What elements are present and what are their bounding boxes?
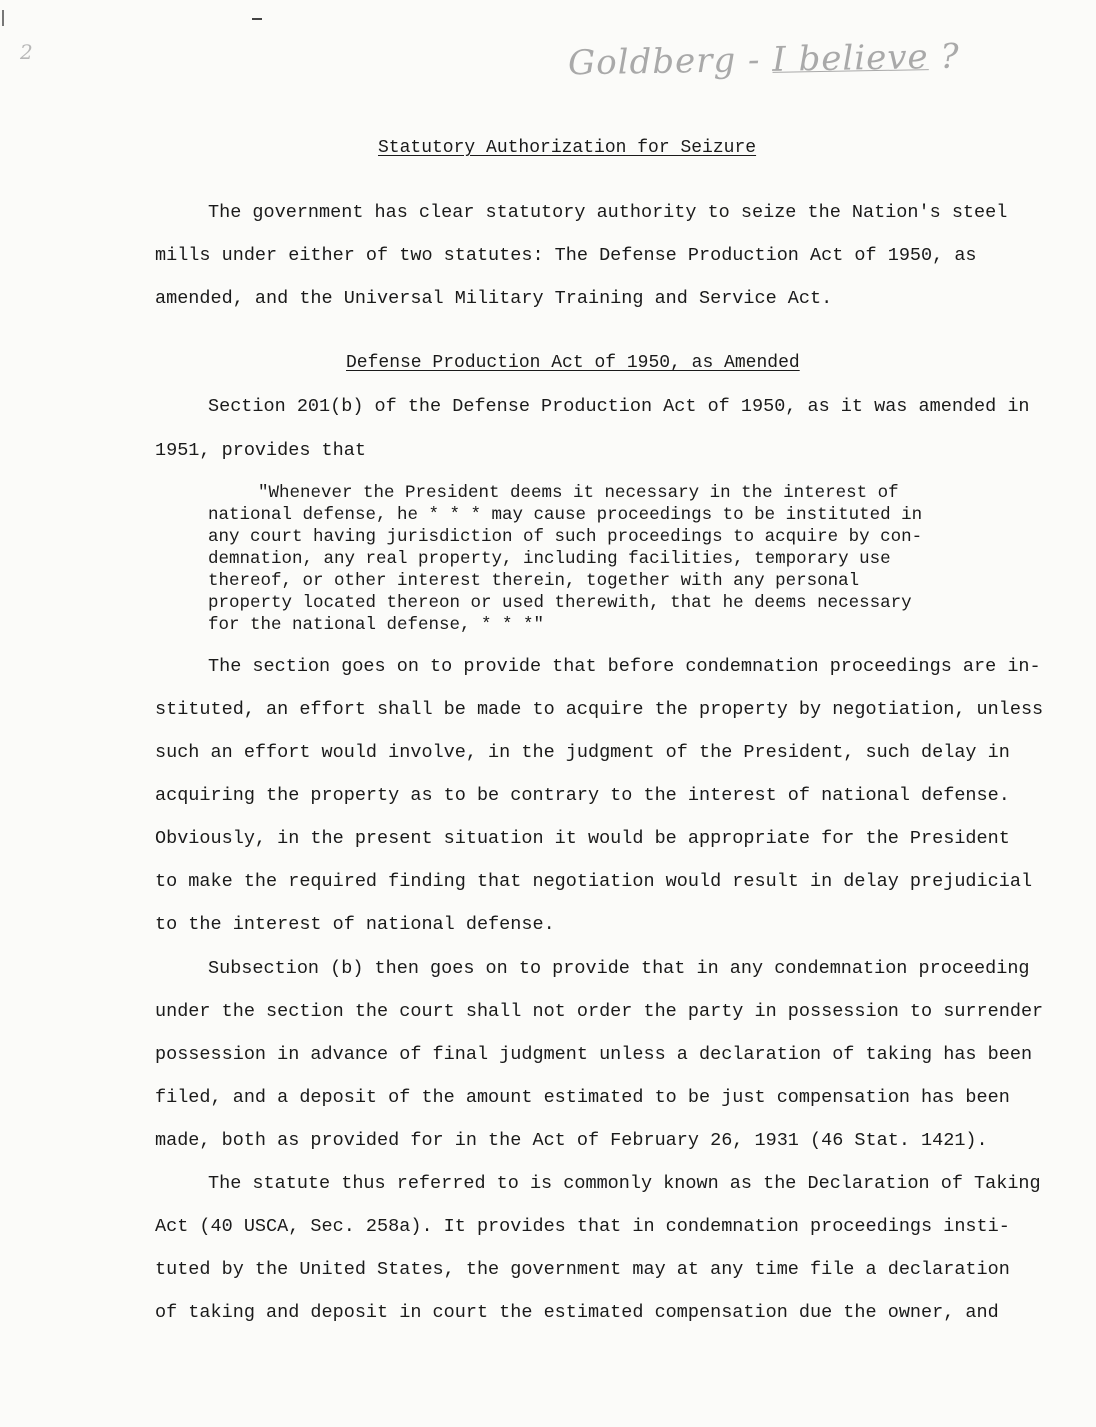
para3-line-3: possession in advance of final judgment unless a declaration of taking has been <box>155 1044 1033 1065</box>
para2-line-4: acquiring the property as to be contrary to the interest of national defense. <box>155 785 1010 806</box>
para2-line-2: stituted, an effort shall be made to acquire the property by negotiation, unless <box>155 699 1044 720</box>
quote-line-7: for the national defense, * * *" <box>208 615 545 635</box>
handwritten-annotation <box>568 37 960 84</box>
intro-line-3: amended, and the Universal Military Training and Service Act. <box>155 288 833 309</box>
para3-line-4: filed, and a deposit of the amount estimated to be just compensation has been <box>155 1087 1010 1108</box>
quote-line-3: any court having jurisdiction of such proceedings to acquire by con- <box>208 527 923 547</box>
quote-line-5: thereof, or other interest therein, together with any personal <box>208 571 860 591</box>
corner-pencil-mark: 2 <box>20 40 33 64</box>
intro-line-1: The government has clear statutory authority to seize the Nation's steel <box>208 202 1008 223</box>
section-heading: Defense Production Act of 1950, as Amended <box>346 353 800 373</box>
handwritten-underlined: I believe <box>771 37 929 80</box>
document-title: Statutory Authorization for Seizure <box>378 138 757 158</box>
para4-line-1: The statute thus referred to is commonly known as the Declaration of Taking <box>208 1173 1041 1194</box>
top-dash-mark <box>252 18 262 20</box>
para4-line-4: of taking and deposit in court the estimated compensation due the owner, and <box>155 1302 999 1323</box>
intro-line-2: mills under either of two statutes: The Defense Production Act of 1950, as <box>155 245 977 266</box>
quote-line-1: "Whenever the President deems it necessary in the interest of <box>258 483 899 503</box>
para2-line-3: such an effort would involve, in the judgment of the President, such delay in <box>155 742 1010 763</box>
para3-line-5: made, both as provided for in the Act of February 26, 1931 (46 Stat. 1421). <box>155 1130 988 1151</box>
handwritten-end: ? <box>928 36 960 78</box>
para3-line-1: Subsection (b) then goes on to provide that in any condemnation proceeding <box>208 958 1030 979</box>
page-edge-mark <box>2 10 4 26</box>
para3-line-2: under the section the court shall not order the party in possession to surrender <box>155 1001 1044 1022</box>
handwritten-name: Goldberg - <box>567 39 773 84</box>
para4-line-2: Act (40 USCA, Sec. 258a). It provides that in condemnation proceedings insti- <box>155 1216 1010 1237</box>
para2-line-5: Obviously, in the present situation it would be appropriate for the President <box>155 828 1010 849</box>
para4-line-3: tuted by the United States, the government may at any time file a declaration <box>155 1259 1010 1280</box>
para2-line-6: to make the required finding that negotiation would result in delay prejudicial <box>155 871 1033 892</box>
section-intro-line-1: Section 201(b) of the Defense Production Act of 1950, as it was amended in <box>208 396 1030 417</box>
quote-line-6: property located thereon or used therewith, that he deems necessary <box>208 593 912 613</box>
para2-line-1: The section goes on to provide that before condemnation proceedings are in- <box>208 656 1041 677</box>
section-intro-line-2: 1951, provides that <box>155 440 366 461</box>
quote-line-2: national defense, he * * * may cause proceedings to be instituted in <box>208 505 923 525</box>
quote-line-4: demnation, any real property, including facilities, temporary use <box>208 549 891 569</box>
para2-line-7: to the interest of national defense. <box>155 914 555 935</box>
